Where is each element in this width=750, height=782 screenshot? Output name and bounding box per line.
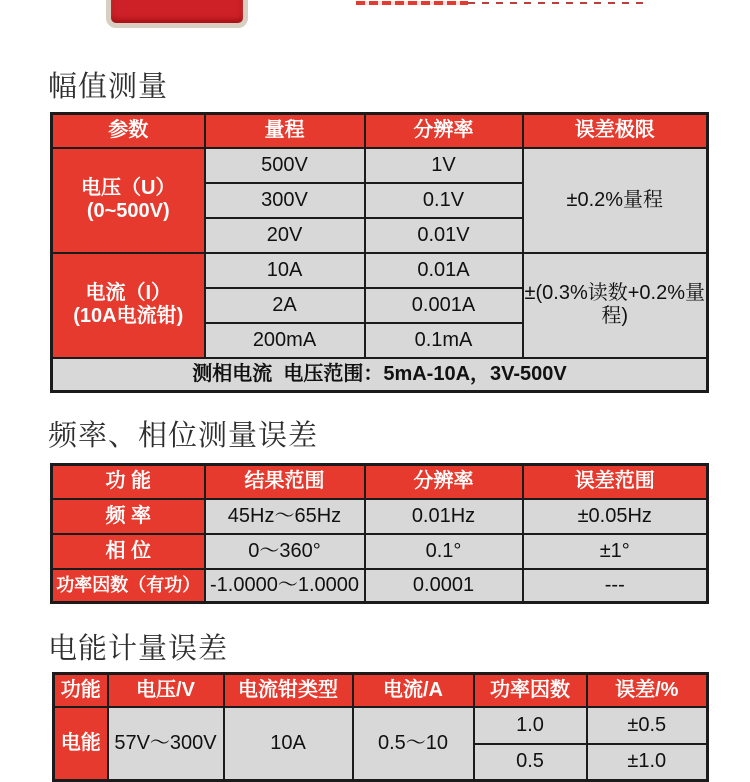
col-header-parameter: 参数	[52, 114, 205, 148]
col-header-resolution: 分辨率	[365, 114, 523, 148]
resolution-cell: 0.01A	[365, 253, 523, 288]
col-header-error-range: 误差范围	[523, 465, 708, 499]
amplitude-table	[50, 112, 709, 393]
current-cell: 0.5～10	[353, 707, 474, 781]
resolution-cell: 1V	[365, 148, 523, 183]
device-bottom-edge-image	[106, 0, 248, 28]
resolution-cell: 0.01V	[365, 218, 523, 253]
result-range-cell: 45Hz～65Hz	[205, 499, 365, 534]
range-cell: 20V	[205, 218, 365, 253]
col-header-clamp-type: 电流钳类型	[224, 674, 353, 707]
function-cell-phase: 相 位	[52, 534, 205, 569]
clamp-type-cell: 10A	[224, 707, 353, 781]
section-heading-freq-phase: 频率、相位测量误差	[48, 420, 319, 452]
section-heading-amplitude: 幅值测量	[48, 71, 169, 103]
col-header-error-pct: 误差/%	[587, 674, 708, 707]
energy-table	[52, 672, 709, 782]
param-cell-voltage	[52, 148, 205, 253]
energy-header-row	[54, 674, 708, 707]
freq-phase-table	[50, 463, 709, 604]
range-cell: 2A	[205, 288, 365, 323]
phase-current-note: 测相电流 电压范围：5mA-10A，3V-500V	[52, 358, 708, 392]
resolution-cell: 0.1mA	[365, 323, 523, 358]
range-cell: 10A	[205, 253, 365, 288]
range-cell: 200mA	[205, 323, 365, 358]
table-row	[54, 707, 708, 744]
error-cell: ±0.05Hz	[523, 499, 708, 534]
param-current-line1: 电流（I）	[85, 282, 172, 304]
param-current-line2: (10A电流钳)	[73, 305, 184, 327]
col-header-function: 功能	[54, 674, 108, 707]
result-range-cell: -1.0000～1.0000	[205, 569, 365, 603]
result-range-cell: 0～360°	[205, 534, 365, 569]
error-cell-current: ±(0.3%读数+0.2%量程)	[523, 253, 708, 358]
param-voltage-line2: (0~500V)	[86, 200, 170, 222]
col-header-resolution: 分辨率	[365, 465, 523, 499]
section-heading-energy: 电能计量误差	[48, 633, 229, 665]
col-header-range: 量程	[205, 114, 365, 148]
error-cell: ---	[523, 569, 708, 603]
function-cell-energy: 电能	[54, 707, 108, 781]
resolution-cell: 0.1°	[365, 534, 523, 569]
amplitude-footer-row	[52, 358, 708, 392]
col-header-voltage: 电压/V	[108, 674, 224, 707]
range-cell: 300V	[205, 183, 365, 218]
table-row	[52, 253, 708, 288]
range-cell: 500V	[205, 148, 365, 183]
col-header-current: 电流/A	[353, 674, 474, 707]
power-factor-cell: 1.0	[474, 707, 587, 744]
col-header-power-factor: 功率因数	[474, 674, 587, 707]
param-voltage-line1: 电压（U）	[81, 177, 176, 199]
param-cell-current	[52, 253, 205, 358]
error-cell: ±1°	[523, 534, 708, 569]
col-header-function: 功 能	[52, 465, 205, 499]
table-row	[52, 499, 708, 534]
table-row	[52, 534, 708, 569]
resolution-cell: 0.001A	[365, 288, 523, 323]
resolution-cell: 0.1V	[365, 183, 523, 218]
function-cell-power-factor: 功率因数（有功）	[52, 569, 205, 603]
red-dashed-line-dark	[468, 2, 648, 4]
error-cell: ±0.5	[587, 707, 708, 744]
power-factor-cell: 0.5	[474, 744, 587, 781]
error-cell: ±1.0	[587, 744, 708, 781]
table-row	[52, 569, 708, 603]
table-row	[52, 148, 708, 183]
freq-phase-header-row	[52, 465, 708, 499]
col-header-result-range: 结果范围	[205, 465, 365, 499]
resolution-cell: 0.0001	[365, 569, 523, 603]
voltage-cell: 57V～300V	[108, 707, 224, 781]
amplitude-header-row	[52, 114, 708, 148]
error-cell-voltage: ±0.2%量程	[523, 148, 708, 253]
col-header-error-limit: 误差极限	[523, 114, 708, 148]
red-dashed-line-bright	[356, 1, 468, 5]
resolution-cell: 0.01Hz	[365, 499, 523, 534]
function-cell-frequency: 频 率	[52, 499, 205, 534]
